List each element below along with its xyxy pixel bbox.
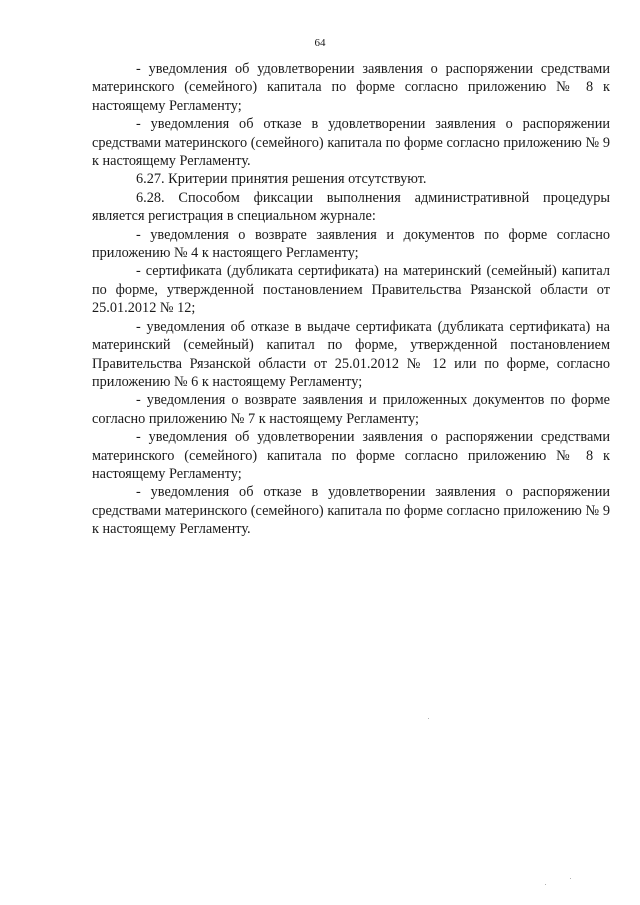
paragraph-6-28: 6.28. Способом фиксации выполнения административной процедуры является регистрация в специальном журнале: (92, 189, 610, 225)
list-item-return-notice: - уведомления о возврате заявления и документов по форме согласно приложению № 4 к настоящего Регламенту; (92, 226, 610, 262)
paragraph-notice-approval: - уведомления об удовлетворении заявления о распоряжении средствами материнского (семейного) капитала по форме согласно приложению № 8 к настоящему Регламенту; (92, 61, 610, 114)
paragraph-6-27: 6.27. Критерии принятия решения отсутствуют. (136, 171, 427, 188)
paragraph-notice-refusal: - уведомления об отказе в удовлетворении заявления о распоряжении средствами материнского (семейного) капитала по форме согласно приложению № 9 к настоящему Регламенту. (92, 116, 610, 170)
scan-speck (570, 878, 571, 879)
document-body (92, 60, 610, 539)
scan-speck (545, 884, 546, 885)
scan-speck (428, 718, 429, 719)
page-number: 64 (314, 37, 326, 49)
list-item-return-application: - уведомления о возврате заявления и приложенных документов по форме согласно приложению № 7 к настоящему Регламенту; (92, 392, 610, 427)
list-item-certificate: - сертификата (дубликата сертификата) на материнский (семейный) капитал по форме, утвержденной постановлением Правительства Рязанской области от 25.01.2012 № 12; (92, 263, 610, 317)
list-item-approval-notice: - уведомления об удовлетворении заявления о распоряжении средствами материнского (семейного) капитала по форме согласно приложению № 8 к настоящему Регламенту; (92, 429, 610, 482)
list-item-refusal-notice: - уведомления об отказе в удовлетворении заявления о распоряжении средствами материнского (семейного) капитала по форме согласно приложению № 9 к настоящему Регламенту. (92, 484, 610, 538)
list-item-certificate-refusal: - уведомления об отказе в выдаче сертификата (дубликата сертификата) на материнский (семейный) капитал по форме, утвержденной постановлением Правительства Рязанской области от 25.01.2012 № 12 или по форме, согласно приложению № 6 к настоящему Регламенту; (92, 318, 610, 390)
